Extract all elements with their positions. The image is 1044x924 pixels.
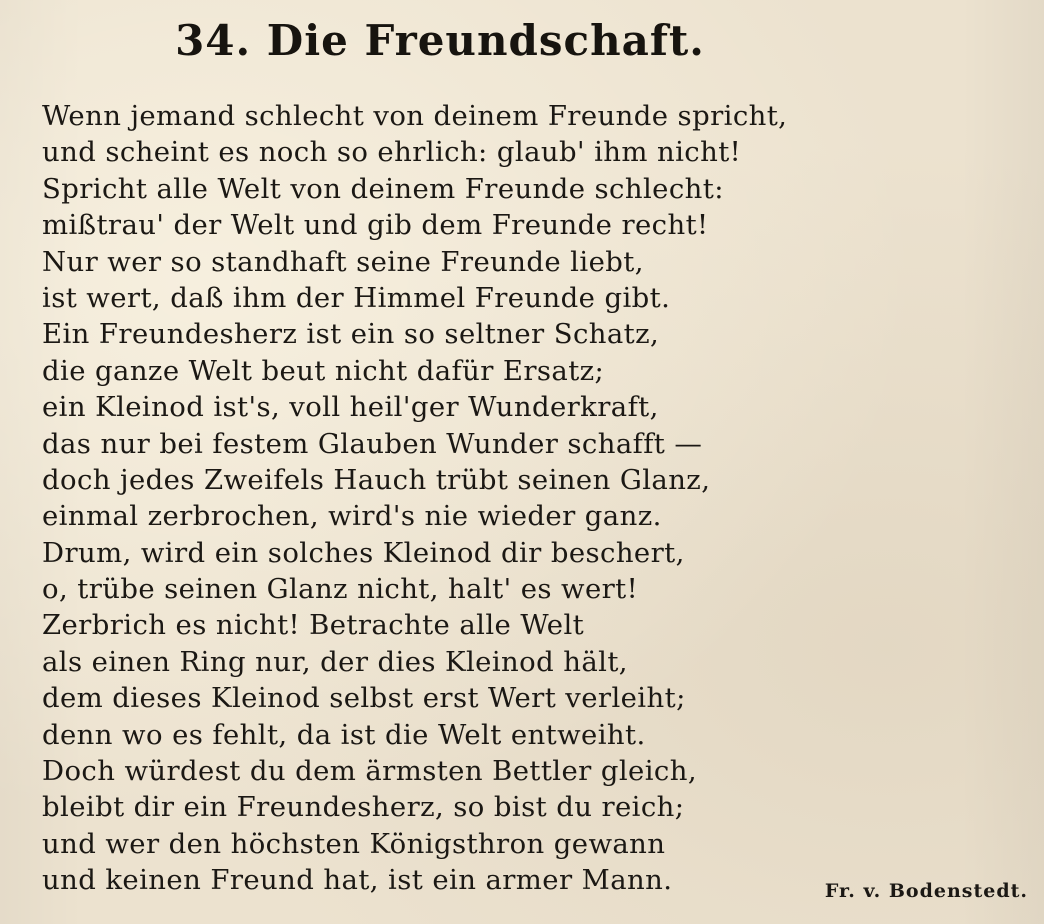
poem-line: Zerbrich es nicht! Betrachte alle Welt bbox=[42, 609, 585, 642]
poem-text bbox=[42, 98, 862, 899]
poem-line: dem dieses Kleinod selbst erst Wert verleiht; bbox=[42, 682, 686, 715]
poem-line: und scheint es noch so ehrlich: glaub' ihm nicht! bbox=[42, 136, 742, 169]
poem-line: bleibt dir ein Freundesherz, so bist du reich; bbox=[42, 791, 685, 824]
poem-line: als einen Ring nur, der dies Kleinod hält, bbox=[42, 645, 628, 678]
poem-line: mißtrau' der Welt und gib dem Freunde recht! bbox=[42, 209, 709, 242]
poem-line: und wer den höchsten Königsthron gewann bbox=[42, 827, 666, 860]
poem-line: das nur bei festem Glauben Wunder schafft — bbox=[42, 427, 703, 460]
poem-line: Wenn jemand schlecht von deinem Freunde spricht, bbox=[42, 100, 788, 132]
poem-line: doch jedes Zweifels Hauch trübt seinen Glanz, bbox=[42, 463, 711, 496]
poem-line: denn wo es fehlt, da ist die Welt entweiht. bbox=[42, 718, 646, 751]
poem-line: Nur wer so standhaft seine Freunde liebt, bbox=[42, 245, 644, 278]
poem-line: Ein Freundesherz ist ein so seltner Schatz, bbox=[42, 318, 660, 351]
poem-line: und keinen Freund hat, ist ein armer Mann. bbox=[42, 864, 673, 897]
poem-author: Fr. v. Bodenstedt. bbox=[824, 880, 1028, 902]
poem-line: ist wert, daß ihm der Himmel Freunde gibt. bbox=[42, 281, 671, 314]
poem-line: Drum, wird ein solches Kleinod dir beschert, bbox=[42, 536, 685, 569]
poem-line: Doch würdest du dem ärmsten Bettler gleich, bbox=[42, 755, 697, 788]
poem-line: Spricht alle Welt von deinem Freunde schlecht: bbox=[42, 172, 724, 205]
poem-line: die ganze Welt beut nicht dafür Ersatz; bbox=[42, 354, 605, 387]
poem-line: ein Kleinod ist's, voll heil'ger Wunderkraft, bbox=[42, 391, 659, 424]
poem-line: o, trübe seinen Glanz nicht, halt' es wert! bbox=[42, 573, 639, 606]
poem-line: einmal zerbrochen, wird's nie wieder ganz. bbox=[42, 500, 662, 533]
poem-title: 34. Die Freundschaft. bbox=[175, 16, 705, 65]
